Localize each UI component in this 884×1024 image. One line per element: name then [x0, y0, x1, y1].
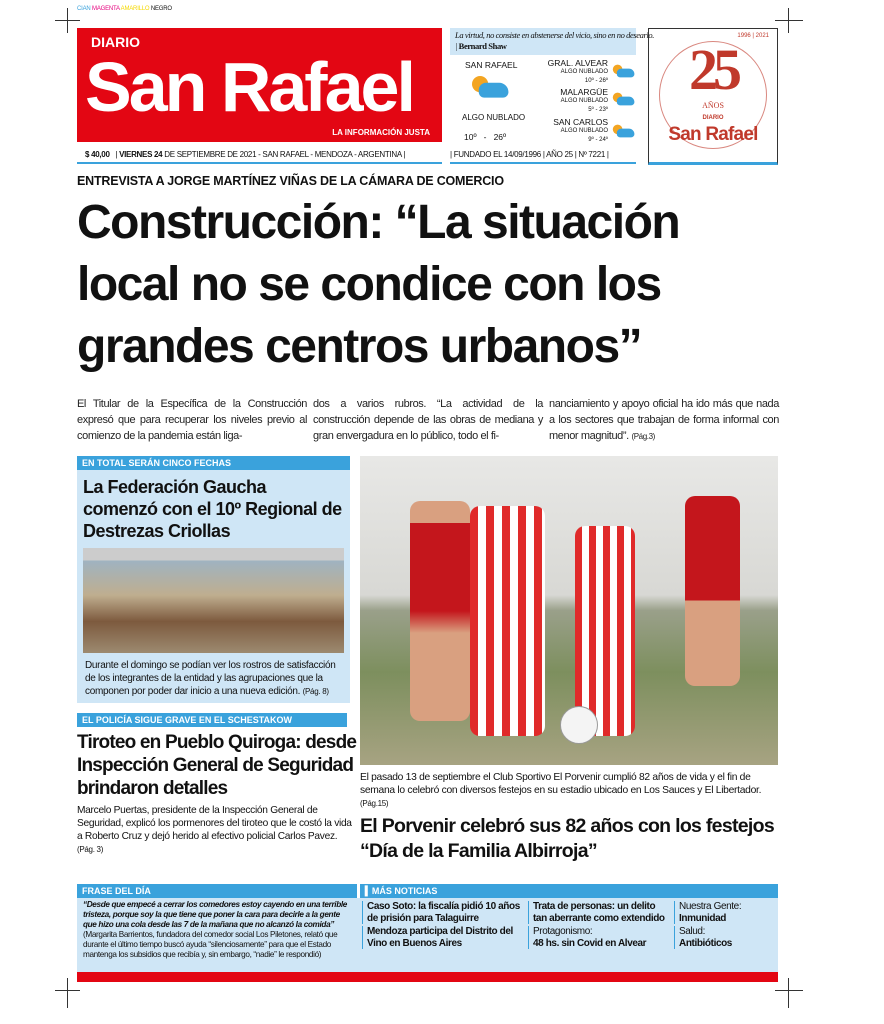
crop-mark — [67, 978, 68, 1008]
crop-mark — [67, 8, 68, 33]
frase-label: FRASE DEL DÍA — [77, 884, 357, 898]
federacion-story[interactable] — [77, 456, 350, 703]
federacion-kicker: EN TOTAL SERÁN CINCO FECHAS — [77, 456, 350, 470]
weather-city-san-carlos: SAN CARLOS ALGO NUBLADO 9º - 24º — [553, 117, 608, 143]
mas-noticias-item[interactable]: Mendoza participa del Distrito del Vino en Buenos Aires — [362, 926, 524, 949]
main-lead-col-3: nanciamiento y apoyo oficial ha ido más que nada a los sectores que trabajan de forma informal con menor magnitud”. (Pág.3) — [549, 398, 779, 442]
mas-noticias-item[interactable]: Trata de personas: un delito tan aberrante como extendido — [528, 901, 670, 924]
federacion-caption: Durante el domingo se podían ver los rostros de satisfacción de los integrantes de la entidad y las agrupaciones que la componen por poder dar inicio a una nueva edición. (Pág. 8) — [85, 660, 336, 697]
mas-noticias-list — [362, 901, 776, 971]
partly-cloudy-icon — [613, 125, 635, 138]
crop-mark — [788, 978, 789, 1008]
crop-mark — [775, 990, 803, 991]
right-column — [360, 771, 780, 864]
main-lead-col-1: El Titular de la Específica de la Construcción expresó que para recuperar los niveles previo al comienzo de la pandemia están liga- — [77, 398, 307, 442]
masthead[interactable] — [77, 28, 442, 142]
main-kicker: ENTREVISTA A JORGE MARTÍNEZ VIÑAS DE LA CÁMARA DE COMERCIO — [77, 174, 504, 188]
founded-info: | FUNDADO EL 14/09/1996 | AÑO 25 | Nº 7221 | — [450, 150, 636, 164]
weather-panel — [450, 28, 654, 150]
tiroteo-kicker: EL POLICÍA SIGUE GRAVE EN EL SCHESTAKOW — [77, 713, 347, 727]
left-column — [77, 456, 357, 856]
mas-noticias-label: ▍MÁS NOTICIAS — [360, 884, 778, 898]
tiroteo-headline[interactable]: Tiroteo en Pueblo Quiroga: desde Inspección General de Seguridad brindaron detalles — [77, 732, 357, 799]
federacion-headline[interactable]: La Federación Gaucha comenzó con el 10º Regional de Destrezas Criollas — [83, 477, 342, 541]
partly-cloudy-icon — [472, 76, 510, 98]
partly-cloudy-icon — [613, 93, 635, 106]
porvenir-photo — [360, 456, 778, 765]
anniversary-logo: 1996 | 2021 25 AÑOS DIARIO San Rafael — [648, 28, 778, 165]
masthead-pre: DIARIO — [91, 34, 140, 50]
weather-main-city: SAN RAFAEL — [465, 60, 518, 70]
crop-mark — [788, 8, 789, 33]
porvenir-caption: El pasado 13 de septiembre el Club Sportivo El Porvenir cumplió 82 años de vida y el fin de semana lo celebró con diversos festejos en su estadio ubicado en Los Sauces y El Libertador. (Pág.15) — [360, 772, 762, 808]
masthead-name: San Rafael — [85, 48, 413, 126]
porvenir-headline[interactable]: El Porvenir celebró sus 82 años con los festejos “Día de la Familia Albirroja” — [360, 815, 774, 862]
main-lead-col-2: dos a varios rubros. “La actividad de la construcción depende de las obras de mediana y gran envergadura en lo público, todo el fi- — [313, 398, 543, 442]
crop-mark — [775, 20, 803, 21]
mas-noticias-item[interactable]: Nuestra Gente: Inmunidad — [674, 901, 776, 924]
masthead-slogan: LA INFORMACIÓN JUSTA — [332, 128, 430, 137]
federacion-photo — [83, 548, 344, 653]
quote-of-day: La virtud, no consiste en abstenerse del vicio, sino en no desearlo. | Bernard Shaw — [450, 28, 636, 55]
main-headline[interactable]: Construcción: “La situación local no se condice con los grandes centros urbanos” — [77, 196, 680, 373]
frase-del-dia: “Desde que empecé a cerrar los comedores estoy cayendo en una terrible tristeza, porque soy la que tiene que poner la cara para decirle a la gente que hizo una cola desde las 7 de la mañana que no alcanzó la comida” (Margarita Barrientos, fundadora del comedor social Los Piletones, relató que durante el último tiempo buscó ayuda “silenciosamente” para que el Estado mantenga los subsidios que recibía y, sin embargo, “nadie” le respondió) — [83, 900, 348, 959]
print-color-marks: CIAN MAGENTA AMARILLO NEGRO — [77, 6, 172, 12]
weather-city-malargue: MALARGÜE ALGO NUBLADO 5º - 23º — [560, 87, 608, 113]
mas-noticias-item[interactable]: Caso Soto: la fiscalía pidió 10 años de prisión para Talaguirre — [362, 901, 524, 924]
mas-noticias-item[interactable]: Salud: Antibióticos — [674, 926, 776, 949]
mas-noticias-item[interactable]: Protagonismo: 48 hs. sin Covid en Alvear — [528, 926, 670, 949]
tiroteo-body: Marcelo Puertas, presidente de la Inspección General de Seguridad, explicó los pormenores del tiroteo que le costó la vida a Roberto Cruz y dejó herido al efectivo policial Carlos Pavez. (Pág. 3) — [77, 805, 352, 854]
weather-main-condition: ALGO NUBLADO — [462, 113, 526, 122]
weather-main-temps: 10º - 26º — [464, 132, 507, 142]
weather-city-gral-alvear: GRAL. ALVEAR ALGO NUBLADO 10º - 26º — [547, 58, 608, 84]
partly-cloudy-icon — [613, 65, 635, 78]
dateline: $ 40,00 | VIERNES 24 DE SEPTIEMBRE DE 2021 - SAN RAFAEL - MENDOZA - ARGENTINA | — [77, 150, 442, 164]
footer-red-bar — [77, 972, 778, 982]
